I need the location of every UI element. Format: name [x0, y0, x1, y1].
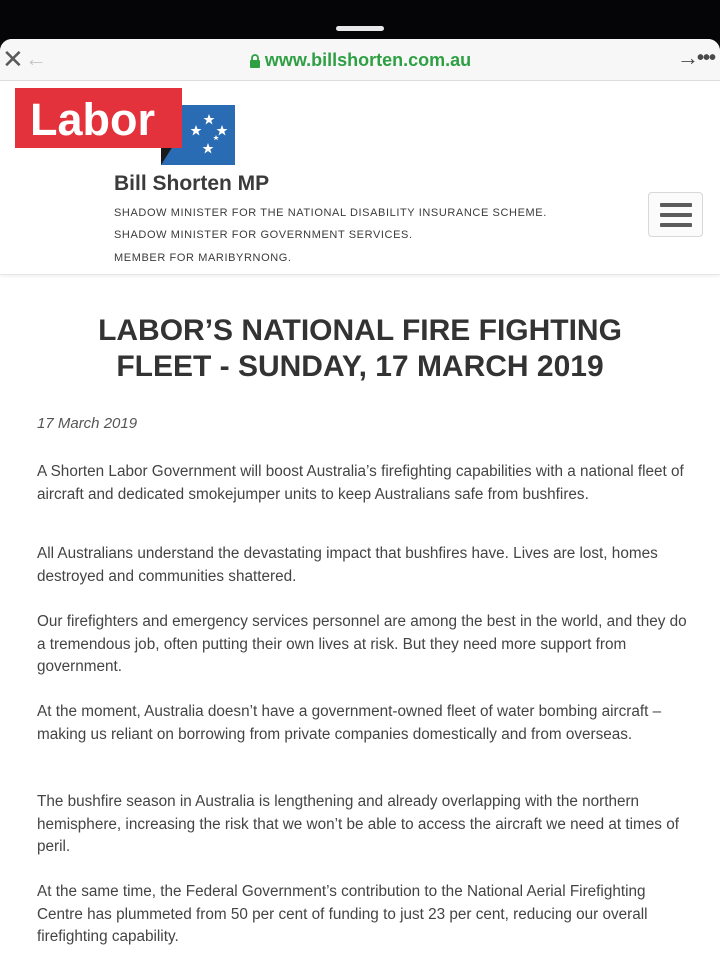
more-options-icon[interactable]: •••: [697, 47, 716, 69]
url-text: www.billshorten.com.au: [264, 50, 472, 70]
article-paragraph: All Australians understand the devastating impact that bushfires have. Lives are lost, homes destroyed and communities shattered.: [37, 545, 658, 585]
article-paragraph: The bushfire season in Australia is lengthening and already overlapping with the northern hemisphere, increasing the risk that we won’t be able to access the aircraft we need at times of peril.: [37, 793, 679, 855]
role-line: SHADOW MINISTER FOR GOVERNMENT SERVICES.: [114, 229, 413, 241]
role-line: SHADOW MINISTER FOR THE NATIONAL DISABILITY INSURANCE SCHEME.: [114, 207, 547, 219]
hamburger-menu-button[interactable]: [648, 192, 703, 237]
article-date: 17 March 2019: [37, 415, 138, 432]
close-icon[interactable]: ✕: [2, 44, 24, 74]
url-display[interactable]: [0, 49, 720, 71]
role-line: MEMBER FOR MARIBYRNONG.: [114, 252, 292, 264]
article-paragraph: Our firefighters and emergency services personnel are among the best in the world, and they do a tremendous job, often putting their own lives at risk. But they need more support from government.: [37, 613, 687, 675]
hamburger-bar: [660, 223, 692, 227]
article-paragraph: A Shorten Labor Government will boost Australia’s firefighting capabilities with a national fleet of aircraft and dedicated smokejumper units to keep Australians safe from bushfires.: [37, 463, 684, 503]
home-indicator[interactable]: [336, 26, 384, 31]
forward-arrow-icon[interactable]: →: [677, 45, 699, 70]
browser-sheet: [0, 39, 720, 960]
browser-url-bar: [0, 39, 720, 81]
hamburger-bar: [660, 203, 692, 207]
logo-text: Labor: [30, 94, 156, 145]
article-title: [40, 313, 680, 385]
mp-name[interactable]: Bill Shorten MP: [114, 172, 270, 195]
title-line: FLEET - SUNDAY, 17 MARCH 2019: [116, 350, 604, 383]
lock-icon: [249, 54, 261, 68]
title-line: LABOR’S NATIONAL FIRE FIGHTING: [98, 314, 622, 347]
back-arrow-icon[interactable]: ←: [25, 46, 47, 71]
site-header: [0, 80, 720, 275]
article-paragraph: At the same time, the Federal Government’s contribution to the National Aerial Firefighting Centre has plummeted from 50 per cent of funding to just 23 per cent, reducing our overall firefighting capability.: [37, 883, 648, 945]
status-bar: [0, 0, 720, 40]
article-paragraph: At the moment, Australia doesn’t have a government-owned fleet of water bombing aircraft – making us reliant on borrowing from private companies domestically and from overseas.: [37, 703, 662, 743]
labor-logo[interactable]: [15, 88, 236, 166]
hamburger-bar: [660, 213, 692, 217]
